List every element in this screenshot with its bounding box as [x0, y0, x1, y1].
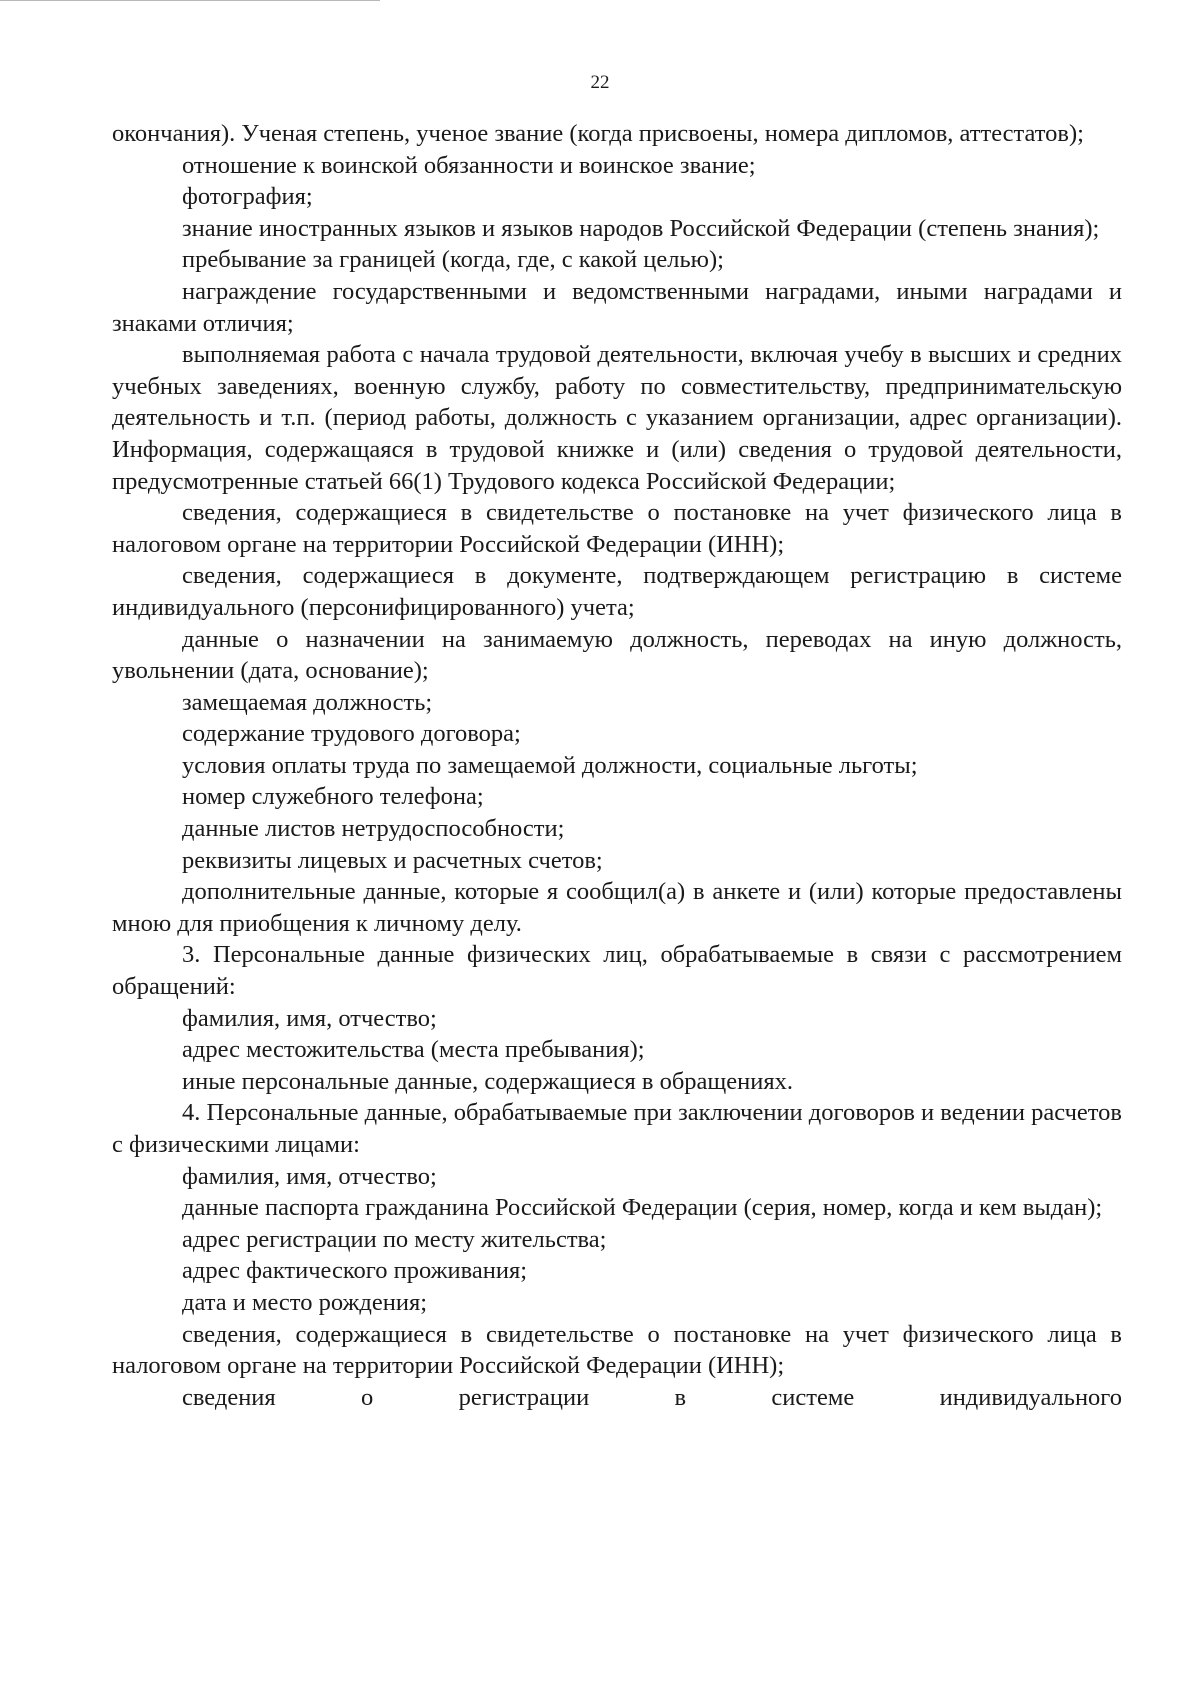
list-item-appointment: данные о назначении на занимаемую должность, переводах на иную должность, увольнении (дата, основание);	[112, 625, 1122, 685]
list-item-residence: адрес местожительства (места пребывания);	[182, 1036, 645, 1064]
document-body	[112, 118, 1122, 1413]
scan-edge-line	[0, 0, 380, 1]
list-item-military-duty: отношение к воинской обязанности и воинское звание;	[182, 151, 756, 179]
list-item-work-history: выполняемая работа с начала трудовой деятельности, включая учебу в высших и средних учебных заведениях, военную службу, работу по совместительству, предпринимательскую деятельность и т.п. (период работы, должность с указанием организации, адрес организации). Информация, содержащаяся в трудовой книжке и (или) сведения о трудовой деятельности, предусмотренные статьей 66(1) Трудового кодекса Российской Федерации;	[112, 341, 1122, 495]
list-item-bank-accounts: реквизиты лицевых и расчетных счетов;	[182, 846, 603, 874]
list-item-individual-accounting-registration: сведения о регистрации в системе индивидуального	[182, 1383, 1122, 1411]
list-item-sick-leave: данные листов нетрудоспособности;	[182, 815, 565, 843]
list-item-actual-address: адрес фактического проживания;	[182, 1257, 528, 1285]
list-item-labor-contract: содержание трудового договора;	[182, 720, 521, 748]
list-item-phone: номер служебного телефона;	[182, 783, 484, 811]
list-item-registration-address: адрес регистрации по месту жительства;	[182, 1225, 607, 1253]
section-3-heading: 3. Персональные данные физических лиц, обрабатываемые в связи с рассмотрением обращений:	[112, 941, 1122, 1001]
list-item-abroad: пребывание за границей (когда, где, с какой целью);	[182, 246, 724, 274]
page-number: 22	[590, 72, 610, 93]
list-item-awards: награждение государственными и ведомственными наградами, иными наградами и знаками отличия;	[112, 277, 1122, 337]
list-item-inn: сведения, содержащиеся в свидетельстве о постановке на учет физического лица в налоговом органе на территории Российской Федерации (ИНН);	[112, 1320, 1122, 1380]
list-item-pay-conditions: условия оплаты труда по замещаемой должности, социальные льготы;	[182, 751, 918, 779]
list-item-passport: данные паспорта гражданина Российской Федерации (серия, номер, когда и кем выдан);	[182, 1194, 1103, 1222]
list-item-additional-data: дополнительные данные, которые я сообщил(а) в анкете и (или) которые предоставлены мною для приобщения к личному делу.	[112, 878, 1122, 937]
list-item-photo: фотография;	[182, 183, 313, 211]
list-item-full-name: фамилия, имя, отчество;	[182, 1162, 437, 1190]
list-item-languages: знание иностранных языков и языков народов Российской Федерации (степень знания);	[182, 214, 1100, 242]
list-item-other-data: иные персональные данные, содержащиеся в обращениях.	[182, 1067, 794, 1095]
list-item-inn: сведения, содержащиеся в свидетельстве о постановке на учет физического лица в налоговом органе на территории Российской Федерации (ИНН);	[112, 499, 1122, 558]
list-item-personal-accounting: сведения, содержащиеся в документе, подтверждающем регистрацию в системе индивидуального (персонифицированного) учета;	[112, 562, 1122, 621]
paragraph-continuation: окончания). Ученая степень, ученое звание (когда присвоены, номера дипломов, аттестатов);	[112, 120, 1084, 147]
list-item-birth: дата и место рождения;	[182, 1288, 428, 1316]
list-item-position: замещаемая должность;	[182, 688, 433, 716]
list-item-full-name: фамилия, имя, отчество;	[182, 1004, 437, 1032]
section-4-heading: 4. Персональные данные, обрабатываемые при заключении договоров и ведении расчетов с физическими лицами:	[112, 1099, 1122, 1158]
